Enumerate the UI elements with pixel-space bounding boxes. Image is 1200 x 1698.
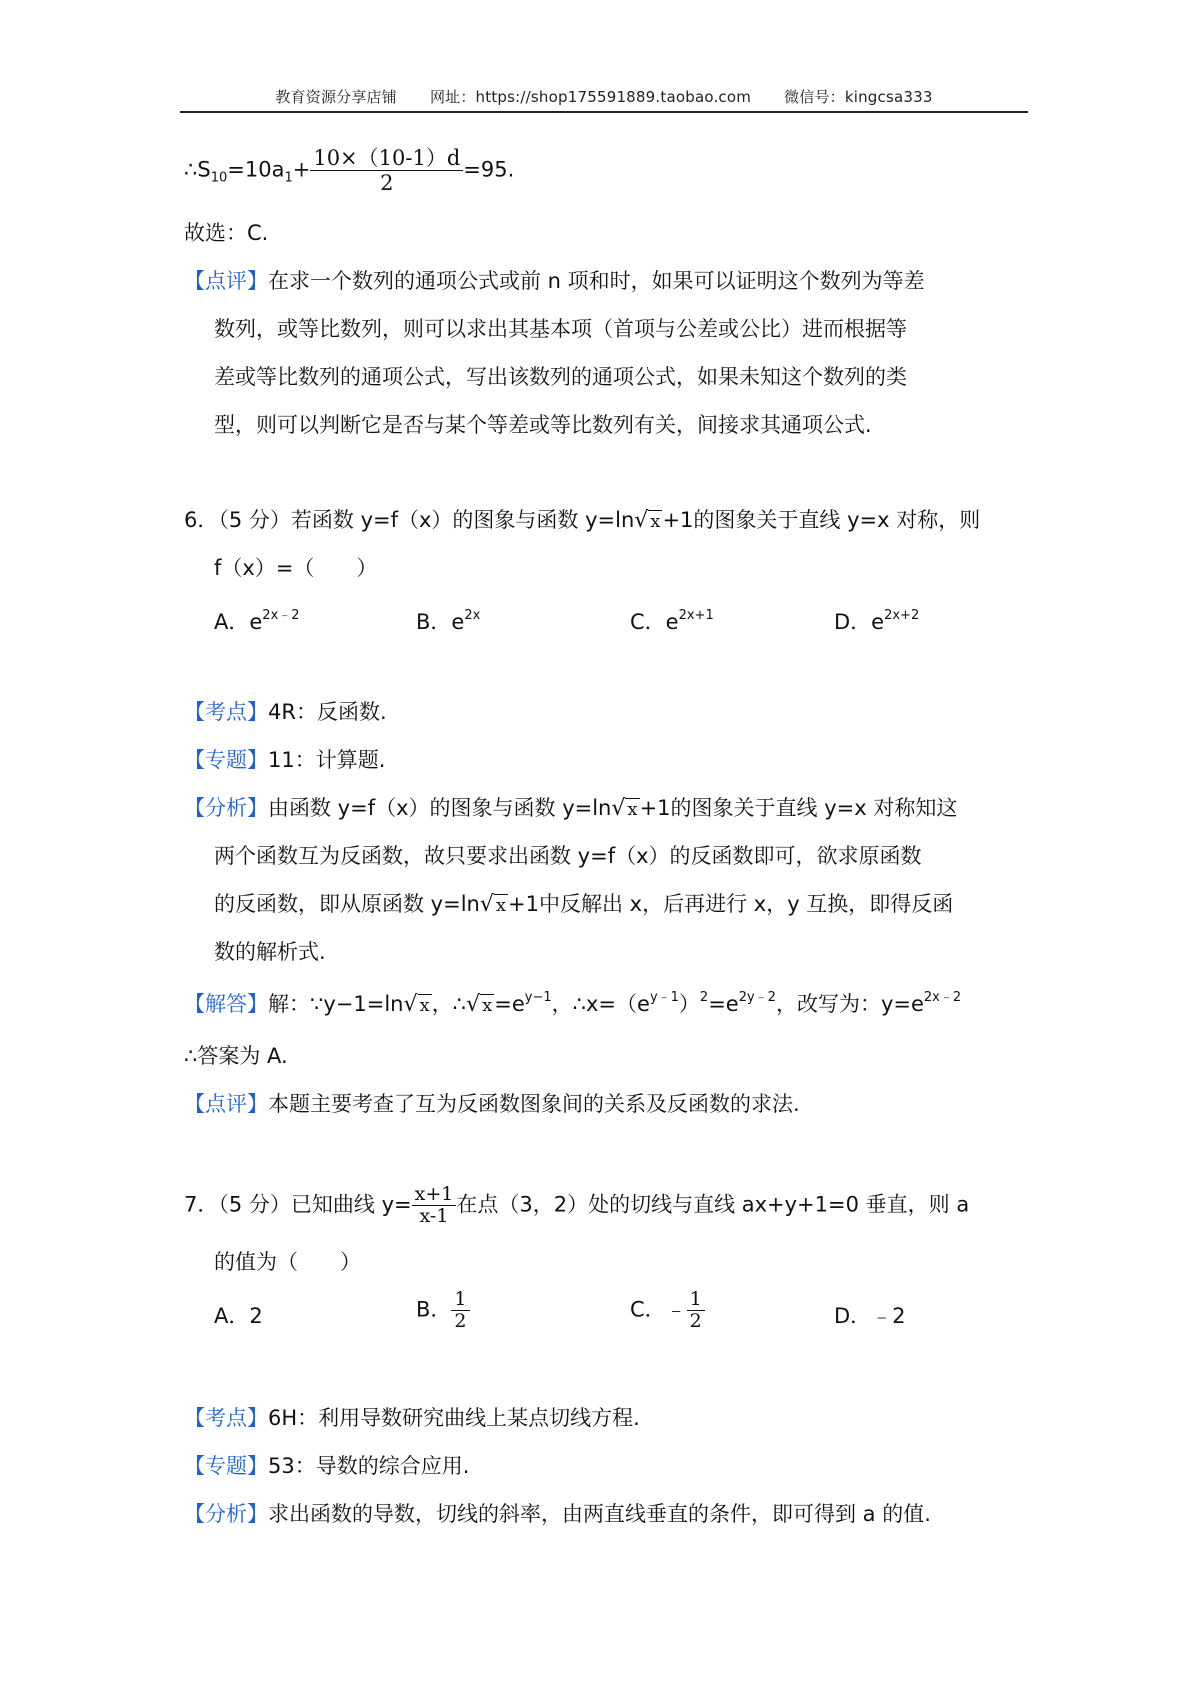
q6-fenxi-line1: 【分析】由函数 y=f（x）的图象与函数 y=ln√ x+1的图象关于直线 y=x 对称知这 <box>184 796 958 821</box>
q7-option-a: A．2 <box>214 1304 263 1328</box>
q7-option-b: B． $\frac{1}{2}$ <box>416 1289 470 1332</box>
q6-option-b: B．$e^{2x}$ <box>416 608 481 634</box>
q7-zhuanti: 【专题】53：导数的综合应用. <box>184 1454 470 1478</box>
q5-review-line4: 型，则可以判断它是否与某个等差或等比数列有关，间接求其通项公式. <box>214 413 872 437</box>
shop-url: 网址：https://shop175591889.taobao.com <box>429 88 752 106</box>
s10-fraction: $\frac{10\times(10-1)d}{2}$ <box>310 146 463 195</box>
q6-review: 【点评】本题主要考查了互为反函数图象间的关系及反函数的求法. <box>184 1092 800 1116</box>
q6-jieda: 【解答】解：∵y−1=ln√ x，∴√ $x=e^{y-1}$，$\therefore x=(e^{y﹣1})^2=e^{2y﹣2}$，改写为：$y=e^{2x﹣2}$ <box>184 990 962 1017</box>
q5-answer: 故选：C. <box>184 221 269 245</box>
q6-option-a: A．$e^{2x﹣2}$ <box>214 608 300 634</box>
q6-option-c: C．$e^{2x+1}$ <box>630 608 714 634</box>
q7-fraction: $\frac{x+1}{x-1}$ <box>412 1184 457 1227</box>
q6-fenxi-line2: 两个函数互为反函数，故只要求出函数 y=f（x）的反函数即可，欲求原函数 <box>214 844 922 868</box>
q7-stem-line2: 的值为（ ） <box>214 1250 361 1274</box>
q6-stem-line2: f（x）=（ ） <box>214 556 378 580</box>
review-tag: 【点评】 <box>184 269 268 293</box>
q5-review-line2: 数列，或等比数列，则可以求出其基本项（首项与公差或公比）进而根据等 <box>214 317 907 341</box>
page-header <box>180 86 1028 107</box>
q6-conclusion: ∴答案为 A. <box>184 1044 288 1068</box>
q7-fenxi: 【分析】求出函数的导数，切线的斜率，由两直线垂直的条件，即可得到 a 的值. <box>184 1502 931 1526</box>
header-rule <box>180 111 1028 113</box>
wechat-id: 微信号：kingcsa333 <box>784 88 933 106</box>
q7-kaodian: 【考点】6H：利用导数研究曲线上某点切线方程. <box>184 1406 640 1430</box>
s10-formula: $\therefore S_{10}=10a_1+$ $\frac{10\times(10-1)d}{2}$ =95. <box>184 146 515 195</box>
q5-review-line1: 【点评】在求一个数列的通项公式或前 n 项和时，如果可以证明这个数列为等差 <box>184 269 925 293</box>
q7-option-c: C．﹣ $\frac{1}{2}$ <box>630 1289 705 1332</box>
shop-name: 教育资源分享店铺 <box>275 88 397 106</box>
q6-fenxi-line3: 的反函数，即从原函数 y=ln√ x+1中反解出 x，后再进行 x，y 互换，即得反函 <box>214 892 954 917</box>
q6-fenxi-line4: 数的解析式. <box>214 940 326 964</box>
q6-option-d: D．$e^{2x+2}$ <box>834 608 920 634</box>
q6-stem-line1: 6．（5 分）若函数 y=f（x）的图象与函数 y=ln√ x+1的图象关于直线 y=x 对称，则 <box>184 505 980 537</box>
q7-option-d: D．﹣2 <box>834 1304 906 1328</box>
q6-zhuanti: 【专题】11：计算题. <box>184 748 386 772</box>
q6-kaodian: 【考点】4R：反函数. <box>184 700 387 724</box>
q7-stem-line1: 7．（5 分）已知曲线 y= $\frac{x+1}{x-1}$ 在点（3，2）处的切线与直线 ax+y+1=0 垂直，则 a <box>184 1183 970 1227</box>
q5-review-line3: 差或等比数列的通项公式，写出该数列的通项公式，如果未知这个数列的类 <box>214 365 907 389</box>
sqrt-x: √ x <box>634 508 661 533</box>
